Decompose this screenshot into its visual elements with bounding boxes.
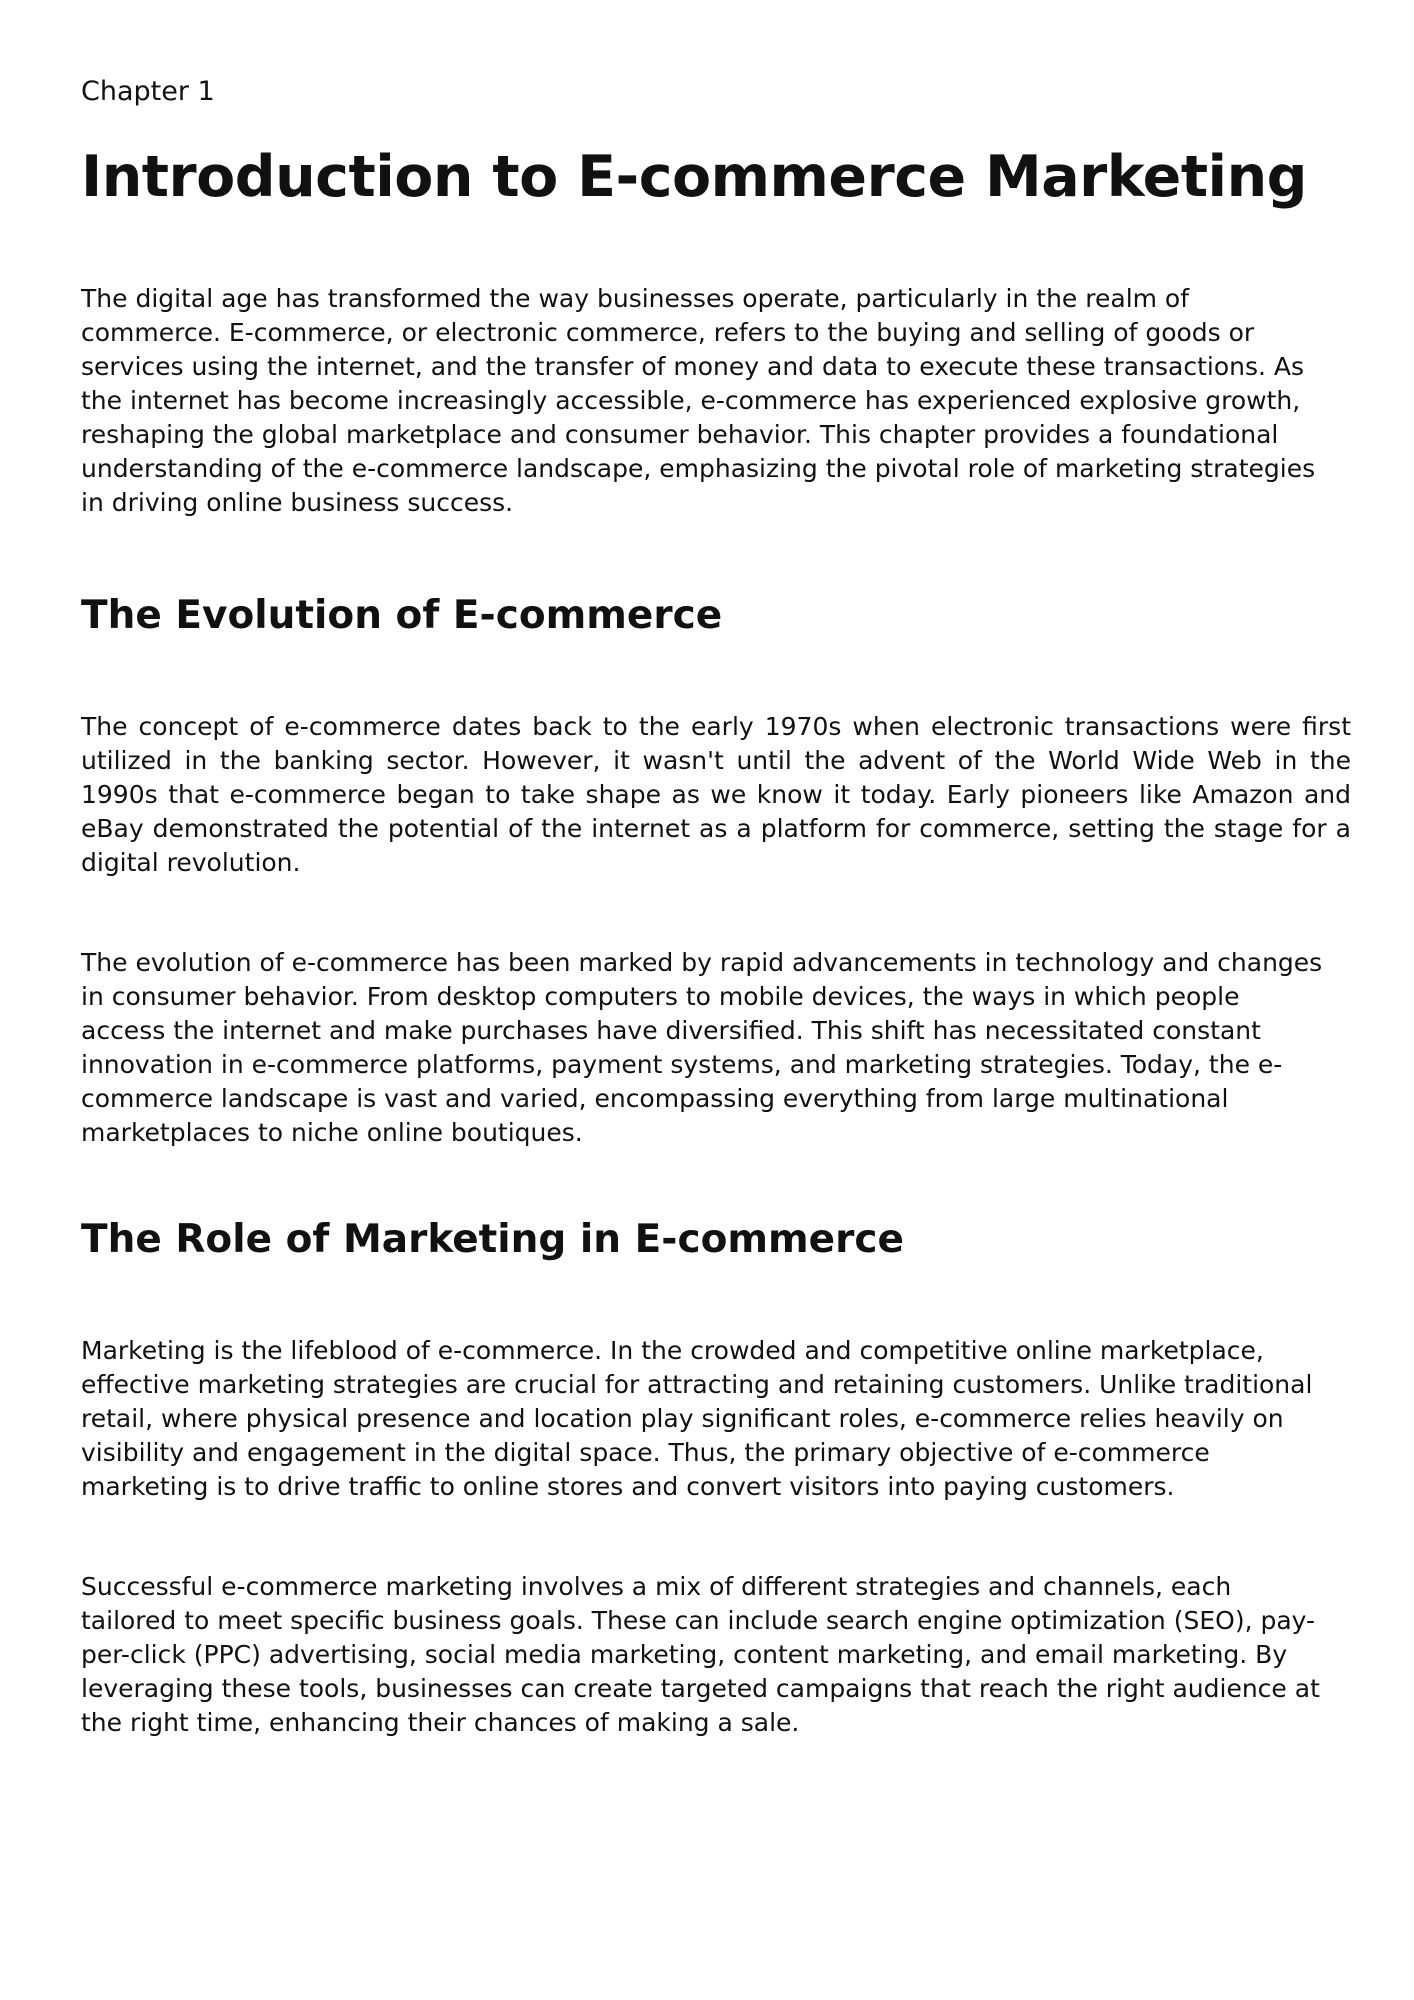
section-paragraph: The concept of e-commerce dates back to the early 1970s when electronic transactions were first utilized in the banking sector. However, it wasn't until the advent of the World Wide Web in the 1990s that e-commerce began to take shape as we know it today. Early pioneers like Amazon and eBay demonstrated the potential of the internet as a platform for commerce, setting the stage for a digital revolution. — [81, 712, 1351, 877]
section-heading-marketing-role: The Role of Marketing in E-commerce — [81, 1217, 904, 1262]
chapter-label: Chapter 1 — [81, 76, 215, 107]
document-page — [81, 0, 1351, 2000]
section-paragraph: Marketing is the lifeblood of e-commerce. In the crowded and competitive online marketplace, effective marketing strategies are crucial for attracting and retaining customers. Unlike traditional retail, where physical presence and location play significant roles, e-commerce relies heavily on visibility and engagement in the digital space. Thus, the primary objective of e-commerce marketing is to drive traffic to online stores and convert visitors into paying customers. — [81, 1336, 1313, 1501]
section-paragraph: Successful e-commerce marketing involves a mix of different strategies and channels, each tailored to meet specific business goals. These can include search engine optimization (SEO), pay-per-click (PPC) advertising, social media marketing, content marketing, and email marketing. By leveraging these tools, businesses can create targeted campaigns that reach the right audience at the right time, enhancing their chances of making a sale. — [81, 1572, 1320, 1737]
section-paragraph: The evolution of e-commerce has been marked by rapid advancements in technology and changes in consumer behavior. From desktop computers to mobile devices, the ways in which people access the internet and make purchases have diversified. This shift has necessitated constant innovation in e-commerce platforms, payment systems, and marketing strategies. Today, the e-commerce landscape is vast and varied, encompassing everything from large multinational marketplaces to niche online boutiques. — [81, 948, 1323, 1147]
intro-paragraph: The digital age has transformed the way businesses operate, particularly in the realm of commerce. E-commerce, or electronic commerce, refers to the buying and selling of goods or services using the internet, and the transfer of money and data to execute these transactions. As the internet has become increasingly accessible, e-commerce has experienced explosive growth, reshaping the global marketplace and consumer behavior. This chapter provides a foundational understanding of the e-commerce landscape, emphasizing the pivotal role of marketing strategies in driving online business success. — [81, 284, 1316, 517]
section-heading-evolution: The Evolution of E-commerce — [81, 593, 723, 638]
page-title: Introduction to E-commerce Marketing — [81, 144, 1307, 210]
